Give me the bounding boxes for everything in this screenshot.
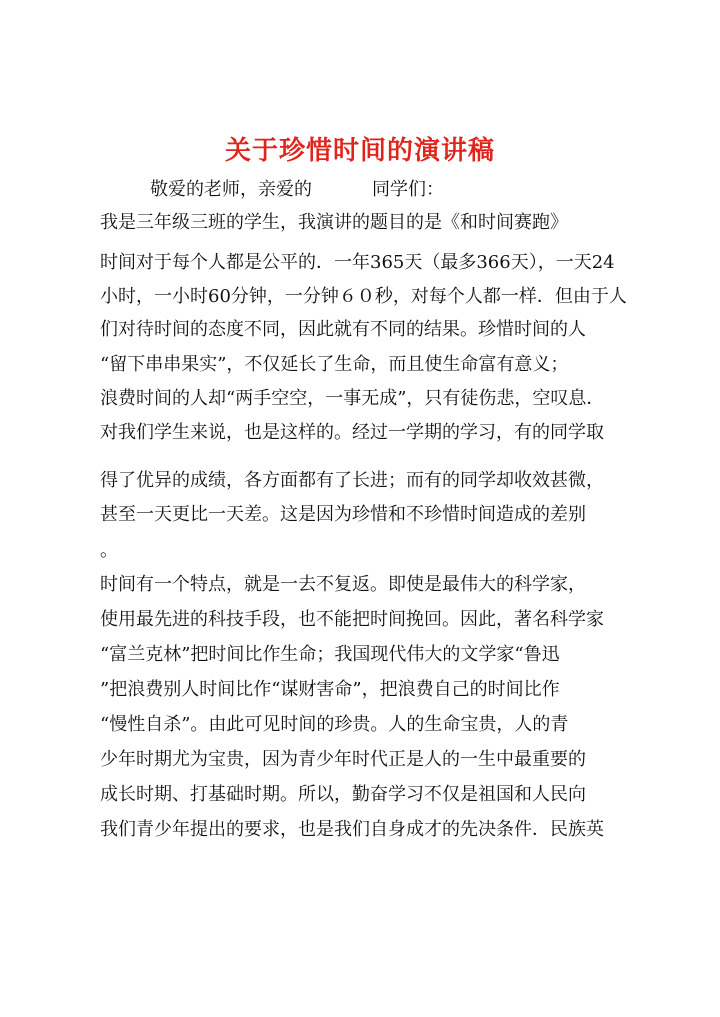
- body-line: 。: [100, 540, 118, 561]
- body-line: 我们青少年提出的要求，也是我们自身成才的先决条件．民族英: [100, 819, 604, 840]
- body-line: “慢性自杀”。由此可见时间的珍贵。人的生命宝贵，人的青: [100, 714, 569, 735]
- body-line: 浪费时间的人却“两手空空，一事无成”，只有徒伤悲，空叹息．: [100, 388, 605, 409]
- body-line: 们对待时间的态度不同，因此就有不同的结果。珍惜时间的人: [100, 319, 586, 340]
- body-line: 甚至一天更比一天差。这是因为珍惜和不珍惜时间造成的差别: [100, 504, 586, 525]
- greeting-part1: 敬爱的老师，亲爱的: [150, 179, 312, 200]
- body-line: 时间对于每个人都是公平的．一年365天（最多366天），一天24: [100, 252, 615, 273]
- body-line: “留下串串果实”，不仅延长了生命，而且使生命富有意义；: [100, 354, 569, 375]
- body-line: 使用最先进的科技手段，也不能把时间挽回。因此，著名科学家: [100, 609, 604, 630]
- body-line: 对我们学生来说，也是这样的。经过一学期的学习，有的同学取: [100, 422, 604, 443]
- body-line: ”把浪费别人时间比作“谋财害命”，把浪费自己的时间比作: [100, 679, 560, 700]
- greeting-part2: 同学们：: [372, 179, 444, 200]
- body-line: 少年时期尤为宝贵，因为青少年时代正是人的一生中最重要的: [100, 749, 586, 770]
- document-title: 关于珍惜时间的演讲稿: [224, 136, 495, 166]
- body-line: 得了优异的成绩，各方面都有了长进；而有的同学却收效甚微，: [100, 470, 604, 491]
- body-line: 我是三年级三班的学生，我演讲的题目的是《和时间赛跑》: [100, 212, 568, 233]
- body-line: 成长时期、打基础时期。所以，勤奋学习不仅是祖国和人民向: [100, 784, 586, 805]
- body-line: “富兰克林”把时间比作生命；我国现代伟大的文学家“鲁迅: [100, 644, 560, 665]
- body-line: 时间有一个特点，就是一去不复返。即使是最伟大的科学家，: [100, 574, 586, 595]
- body-line: 小时，一小时60分钟，一分钟６０秒，对每个人都一样．但由于人: [100, 286, 627, 307]
